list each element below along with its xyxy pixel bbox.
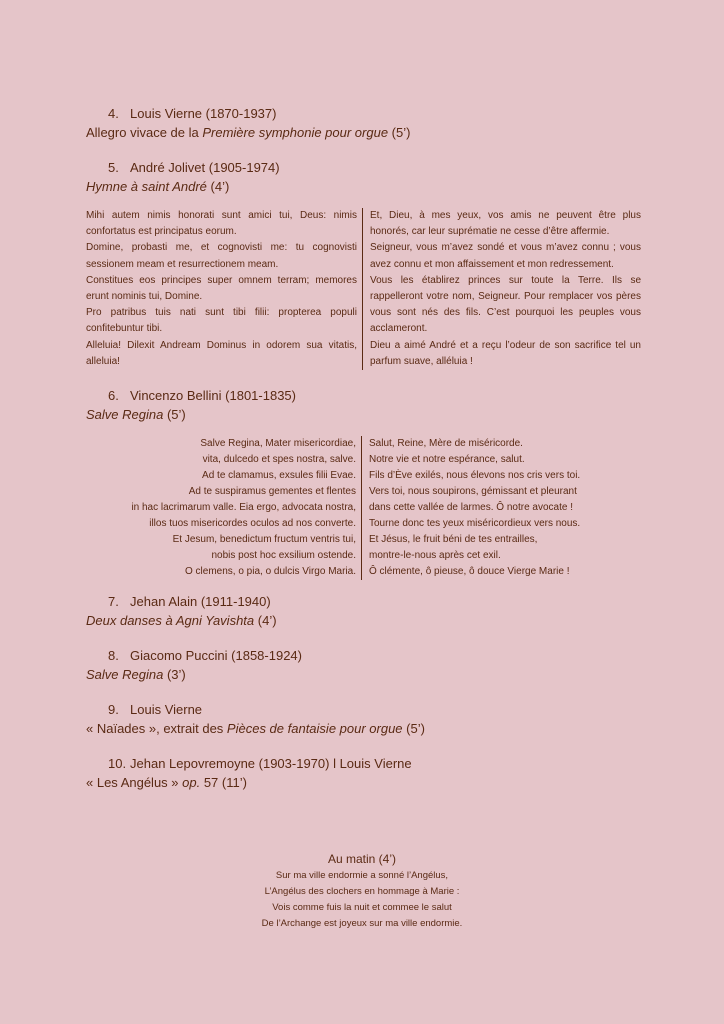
french-column bbox=[362, 436, 639, 580]
latin-line: Ad te clamamus, exsules filii Evae. bbox=[202, 470, 356, 482]
french-line: Et Jésus, le fruit béni de tes entrailles, bbox=[369, 534, 538, 546]
french-line: Tourne donc tes yeux miséricordieux vers nous. bbox=[369, 518, 581, 530]
program-item-9 bbox=[86, 700, 641, 738]
latin-column bbox=[86, 208, 363, 370]
french-line: Ô clémente, ô pieuse, ô douce Vierge Marie ! bbox=[369, 566, 570, 578]
work-prefix: « Naïades », extrait des bbox=[86, 721, 227, 737]
french-line: Notre vie et notre espérance, salut. bbox=[369, 454, 525, 466]
work-duration: (5’) bbox=[402, 721, 425, 737]
french-verse: Vous les établirez princes sur toute la Terre. Ils se rappelleront votre nom, Seigneur. Pour remplacer vos pères vous sont nés des fils. C’est pourquoi les peuples vous acclameront. bbox=[370, 274, 641, 335]
french-column bbox=[363, 208, 641, 370]
french-line: Fils d’Ève exilés, nous élevons nos cris vers toi. bbox=[369, 470, 581, 482]
work-prefix: Allegro vivace de la bbox=[86, 125, 203, 140]
program-page bbox=[86, 104, 641, 792]
work-duration: (5’) bbox=[388, 125, 411, 140]
program-item-10 bbox=[86, 754, 641, 792]
item-composer: Vincenzo Bellini (1801-1835) bbox=[130, 388, 296, 404]
latin-verse: Pro patribus tuis nati sunt tibi filii: propterea populi confitebuntur tibi. bbox=[86, 307, 357, 335]
latin-line: O clemens, o pia, o dulcis Virgo Maria. bbox=[184, 566, 356, 578]
poem-title: Au matin (4’) bbox=[327, 852, 397, 866]
work-duration: 57 (11’) bbox=[200, 775, 247, 791]
french-verse: Et, Dieu, à mes yeux, vos amis ne peuvent être plus honorés, car leur suprématie ne cesse d’être affermie. bbox=[370, 210, 641, 238]
latin-column bbox=[86, 436, 362, 580]
french-line: Salut, Reine, Mère de miséricorde. bbox=[369, 438, 523, 450]
item-title bbox=[86, 592, 641, 611]
item-composer: Louis Vierne (1870-1937) bbox=[130, 106, 277, 121]
poem-line: Sur ma ville endormie a sonné l’Angélus, bbox=[275, 870, 449, 881]
item-title bbox=[86, 754, 641, 773]
french-line: dans cette vallée de larmes. Ô notre avocate ! bbox=[369, 502, 573, 514]
latin-line: illos tuos misericordes oculos ad nos converte. bbox=[149, 518, 356, 530]
work-title: op. bbox=[182, 775, 201, 791]
item-number: 8. bbox=[108, 648, 119, 664]
program-item-7 bbox=[86, 592, 641, 630]
poem-line: Vois comme fuis la nuit et commee le salut bbox=[272, 902, 452, 913]
work-title: Première symphonie pour orgue bbox=[202, 125, 389, 140]
work-prefix: « Les Angélus » bbox=[86, 775, 183, 791]
item-work bbox=[86, 123, 641, 142]
item-title bbox=[86, 700, 641, 719]
poem-line: De l’Archange est joyeux sur ma ville endormie. bbox=[261, 918, 463, 929]
latin-line: nobis post hoc exsilium ostende. bbox=[211, 550, 356, 562]
item-composer: Jehan Lepovremoyne (1903-1970) l Louis Vierne bbox=[130, 756, 412, 772]
jolivet-text bbox=[86, 208, 641, 370]
item-composer: Louis Vierne bbox=[130, 702, 203, 718]
item-composer: Jehan Alain (1911-1940) bbox=[130, 594, 271, 610]
work-duration: (4’) bbox=[254, 613, 277, 629]
item-title bbox=[86, 386, 641, 405]
program-item-8 bbox=[86, 646, 641, 684]
item-number: 10. bbox=[108, 756, 127, 772]
program-item-4 bbox=[86, 104, 641, 142]
french-line: Vers toi, nous soupirons, gémissant et pleurant bbox=[369, 486, 577, 498]
item-number: 7. bbox=[108, 594, 119, 610]
item-work bbox=[86, 405, 641, 424]
item-work bbox=[86, 611, 641, 630]
work-title: Pièces de fantaisie pour orgue bbox=[226, 721, 403, 737]
item-composer: André Jolivet (1905-1974) bbox=[130, 160, 280, 175]
item-number: 9. bbox=[108, 702, 119, 718]
latin-line: Ad te suspiramus gementes et flentes bbox=[188, 486, 356, 498]
au-matin-poem bbox=[0, 850, 724, 932]
item-number: 5. bbox=[108, 160, 119, 175]
work-title: Salve Regina bbox=[86, 407, 164, 423]
french-verse: Dieu a aimé André et a reçu l’odeur de son sacrifice tel un parfum suave, alléluia ! bbox=[370, 339, 641, 367]
latin-verse: Constitues eos principes super omnem terram; memores erunt nominis tui, Domine. bbox=[86, 274, 357, 303]
latin-line: Salve Regina, Mater misericordiae, bbox=[200, 438, 356, 450]
item-title bbox=[86, 104, 641, 123]
item-number: 4. bbox=[108, 106, 119, 121]
latin-verse: Domine, probasti me, et cognovisti me: tu cognovisti sessionem meam et resurrectionem meam. bbox=[86, 242, 357, 270]
work-duration: (3’) bbox=[163, 667, 186, 683]
latin-verse: Alleluia! Dilexit Andream Dominus in odorem sua vitatis, alleluia! bbox=[86, 339, 357, 367]
poem-line: L’Angélus des clochers en hommage à Marie : bbox=[264, 886, 460, 897]
french-line: montre-le-nous après cet exil. bbox=[369, 550, 501, 562]
item-number: 6. bbox=[108, 388, 119, 404]
item-work bbox=[86, 773, 641, 792]
program-item-5 bbox=[86, 158, 641, 196]
item-work bbox=[86, 719, 641, 738]
item-title bbox=[86, 646, 641, 665]
latin-verse: Mihi autem nimis honorati sunt amici tui, Deus: nimis confortatus est principatus eorum. bbox=[86, 210, 357, 238]
french-verse: Seigneur, vous m’avez sondé et vous m’avez connu ; vous avez connu et mon affaissement et mon redressement. bbox=[370, 242, 641, 270]
latin-line: Et Jesum, benedictum fructum ventris tui, bbox=[172, 534, 356, 546]
work-title: Deux danses à Agni Yavishta bbox=[86, 613, 255, 629]
program-item-6 bbox=[86, 386, 641, 424]
item-work bbox=[86, 177, 641, 196]
work-title: Hymne à saint André bbox=[86, 179, 207, 194]
latin-line: in hac lacrimarum valle. Eia ergo, advocata nostra, bbox=[131, 502, 356, 514]
item-title bbox=[86, 158, 641, 177]
latin-line: vita, dulcedo et spes nostra, salve. bbox=[202, 454, 356, 466]
item-composer: Giacomo Puccini (1858-1924) bbox=[130, 648, 302, 664]
work-duration: (4’) bbox=[206, 179, 230, 194]
work-duration: (5’) bbox=[163, 407, 186, 423]
item-work bbox=[86, 665, 641, 684]
work-title: Salve Regina bbox=[86, 667, 164, 683]
salve-regina-text bbox=[86, 436, 641, 580]
